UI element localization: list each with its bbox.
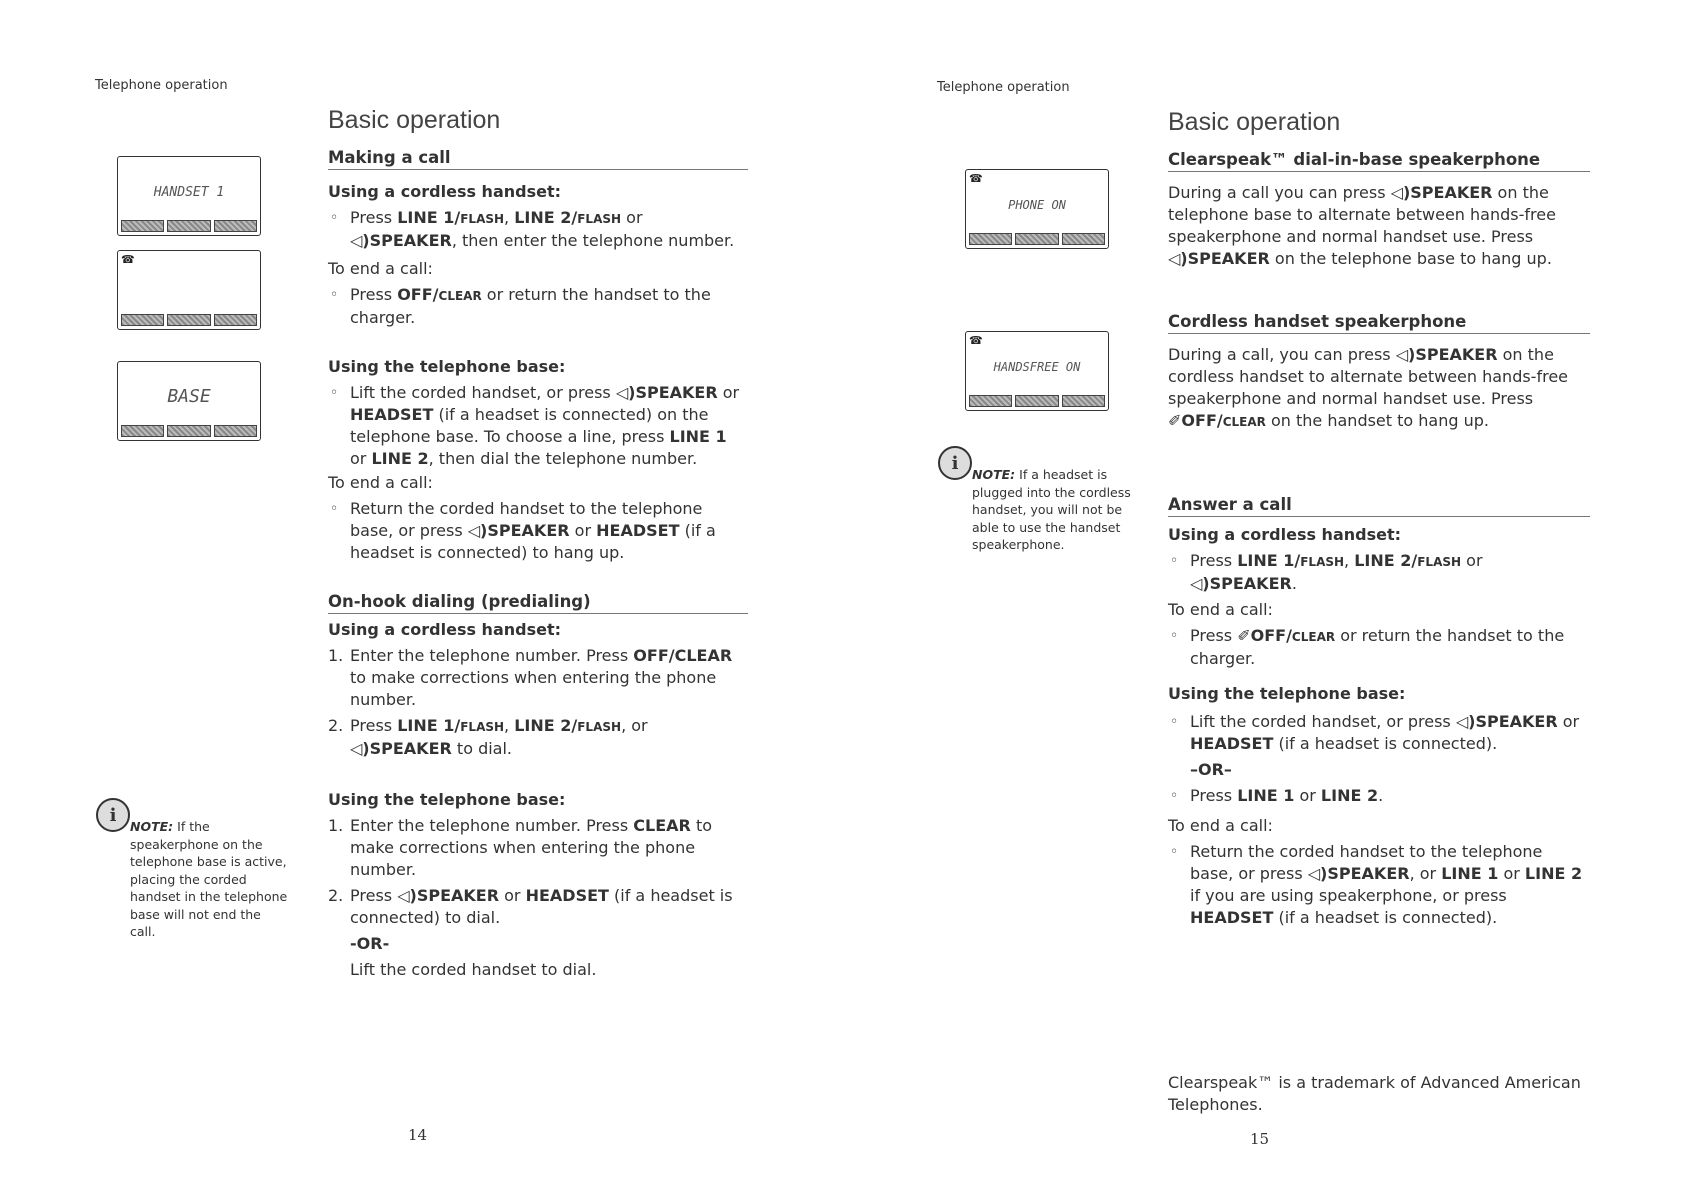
page-number-right: 15 [1250, 1130, 1270, 1148]
subheading-base: Using the telephone base: [1168, 684, 1406, 703]
cordless-paragraph: During a call, you can press ◁)SPEAKER on the cordless handset to alternate between hands-free speakerphone and normal handset use. Press ✐OFF/CLEAR on the handset to hang up. [1168, 345, 1568, 430]
phone-icon: ☎ [121, 253, 135, 266]
list-item: 1. Enter the telephone number. Press CLEAR to make corrections when entering the phone number. [328, 816, 713, 879]
right-note: NOTE: If a headset is plugged into the cordless handset, you will not be able to use the handset speakerphone. [972, 467, 1131, 552]
subheading-cordless: Using a cordless handset: [328, 620, 562, 639]
subheading-cordless: Using a cordless handset: [328, 182, 562, 201]
phone-icon: ☎ [969, 172, 983, 185]
list-item: ◦ Press LINE 1/FLASH, LINE 2/FLASH or ◁)SPEAKER, then enter the telephone number. [328, 207, 748, 252]
end-call-label: To end a call: [328, 473, 433, 492]
left-note: NOTE: If the speakerphone on the telephone base is active, placing the corded handset in the telephone base will not end the call. [130, 819, 288, 939]
list-item: ◦ Return the corded handset to the telephone base, or press ◁)SPEAKER or HEADSET (if a headset is connected) to hang up. [328, 498, 748, 564]
section-making-a-call: Making a call [328, 148, 748, 170]
or-separator: -OR- [350, 934, 390, 953]
list-item: ◦ Press ✐OFF/CLEAR or return the handset to the charger. [1168, 625, 1590, 670]
lift-handset-text: Lift the corded handset to dial. [350, 960, 597, 979]
lcd-handsfree-text: HANDSFREE ON [993, 360, 1081, 374]
lcd-handsfree-screen [965, 331, 1109, 411]
section-clearspeak: Clearspeak™ dial-in-base speakerphone [1168, 150, 1590, 172]
lcd-phone-on-text: PHONE ON [1008, 198, 1066, 212]
lcd-softkeys [969, 395, 1105, 407]
right-running-header: Telephone operation [937, 80, 1070, 95]
trademark-note: Clearspeak™ is a trademark of Advanced American Telephones. [1168, 1073, 1581, 1114]
phone-icon: ☎ [969, 334, 983, 347]
subheading-base: Using the telephone base: [328, 790, 566, 809]
right-page-title: Basic operation [1168, 108, 1341, 136]
list-item: ◦ Return the corded handset to the telephone base, or press ◁)SPEAKER, or LINE 1 or LINE 2 if you are using speakerphone, or press HEADSET (if a headset is connected). [1168, 841, 1590, 929]
list-item: ◦ Press OFF/CLEAR or return the handset to the charger. [328, 284, 748, 329]
subheading-base: Using the telephone base: [328, 357, 566, 376]
lcd-softkeys [121, 220, 257, 232]
list-item: ◦ Lift the corded handset, or press ◁)SPEAKER or HEADSET (if a headset is connected). [1168, 711, 1590, 755]
or-separator: –OR– [1190, 760, 1232, 779]
lcd-blank-screen [117, 250, 261, 330]
lcd-softkeys [969, 233, 1105, 245]
lcd-base-text: BASE [167, 386, 211, 407]
end-call-label: To end a call: [1168, 816, 1273, 835]
left-page-title: Basic operation [328, 106, 501, 134]
list-item: ◦ Lift the corded handset, or press ◁)SPEAKER or HEADSET (if a headset is connected) on the telephone base. To choose a line, press LINE 1 or LINE 2, then dial the telephone number. [328, 382, 748, 470]
list-item: 2. Press ◁)SPEAKER or HEADSET (if a headset is connected) to dial. [328, 886, 733, 927]
end-call-label: To end a call: [328, 259, 433, 278]
left-running-header: Telephone operation [95, 78, 228, 93]
note-icon: i [938, 446, 972, 480]
lcd-handset-screen [117, 156, 261, 236]
clearspeak-paragraph: During a call you can press ◁)SPEAKER on the telephone base to alternate between hands-free speakerphone and normal handset use. Press ◁)SPEAKER on the telephone base to hang up. [1168, 183, 1556, 268]
section-cordless-speakerphone: Cordless handset speakerphone [1168, 312, 1590, 334]
right-main-column [1168, 150, 1590, 929]
list-item: 2. Press LINE 1/FLASH, LINE 2/FLASH, or ◁)SPEAKER to dial. [328, 716, 648, 758]
subheading-cordless: Using a cordless handset: [1168, 525, 1402, 544]
page-number-left: 14 [408, 1126, 428, 1144]
note-icon: i [96, 798, 130, 832]
left-main-column [328, 148, 748, 981]
lcd-softkeys [121, 425, 257, 437]
section-on-hook-dialing: On-hook dialing (predialing) [328, 592, 748, 614]
lcd-phone-on-screen [965, 169, 1109, 249]
list-item: 1. Enter the telephone number. Press OFF/CLEAR to make corrections when entering the phone number. [328, 646, 733, 709]
list-item: ◦ Press LINE 1/FLASH, LINE 2/FLASH or ◁)SPEAKER. [1168, 550, 1590, 595]
lcd-handset-text: HANDSET 1 [153, 185, 225, 200]
section-answer-a-call: Answer a call [1168, 495, 1590, 517]
lcd-base-screen [117, 361, 261, 441]
list-item: ◦ Press LINE 1 or LINE 2. [1168, 785, 1590, 807]
end-call-label: To end a call: [1168, 600, 1273, 619]
lcd-softkeys [121, 314, 257, 326]
